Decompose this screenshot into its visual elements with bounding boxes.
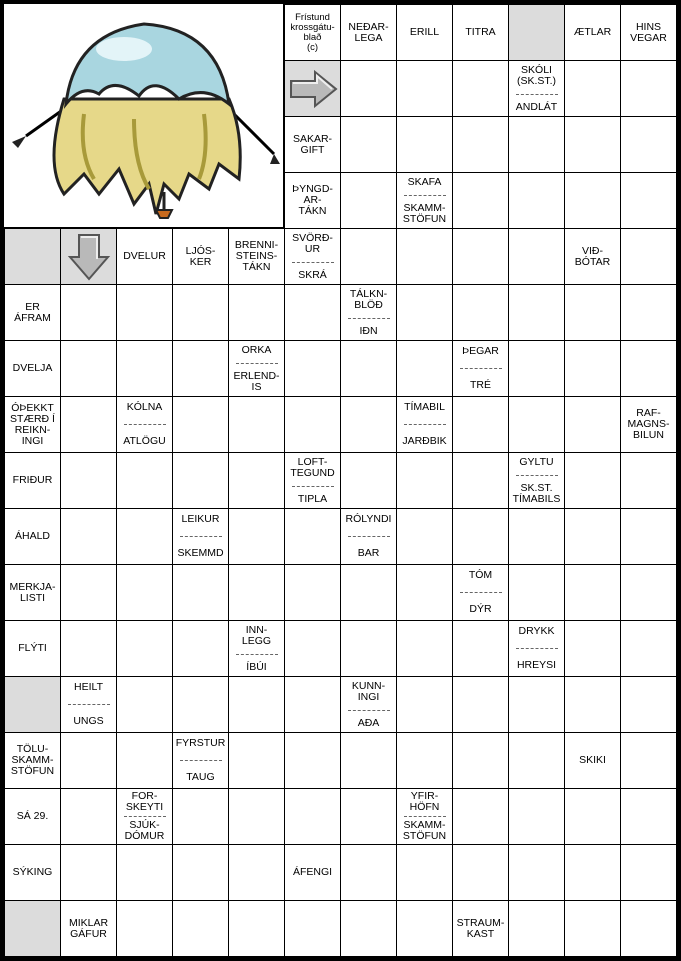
answer-cell[interactable] bbox=[60, 788, 117, 845]
answer-cell[interactable] bbox=[340, 396, 397, 453]
answer-cell[interactable] bbox=[508, 228, 565, 285]
answer-cell[interactable] bbox=[620, 340, 677, 397]
clue-divider bbox=[516, 94, 558, 95]
clue-cell bbox=[116, 788, 173, 845]
clue-cell bbox=[172, 228, 229, 285]
clue-text: SÝKING bbox=[12, 866, 53, 878]
answer-cell[interactable] bbox=[508, 396, 565, 453]
clue-text: RAF- MAGNS- BILUN bbox=[627, 407, 670, 441]
answer-cell[interactable] bbox=[564, 900, 621, 957]
clue-text: SKÓLI (SK.ST.) bbox=[516, 63, 557, 87]
clue-text: ORKA bbox=[241, 343, 272, 356]
clue-cell bbox=[452, 340, 509, 397]
answer-cell[interactable] bbox=[452, 620, 509, 677]
answer-cell[interactable] bbox=[172, 564, 229, 621]
clue-divider bbox=[236, 654, 278, 655]
clue-cell bbox=[340, 676, 397, 733]
answer-cell[interactable] bbox=[284, 788, 341, 845]
answer-cell[interactable] bbox=[60, 396, 117, 453]
answer-cell[interactable] bbox=[172, 676, 229, 733]
clue-cell bbox=[4, 340, 61, 397]
clue-cell bbox=[396, 396, 453, 453]
answer-cell[interactable] bbox=[620, 60, 677, 117]
clue-divider bbox=[124, 424, 166, 425]
answer-cell[interactable] bbox=[564, 172, 621, 229]
answer-cell[interactable] bbox=[396, 60, 453, 117]
clue-cell bbox=[4, 620, 61, 677]
answer-cell[interactable] bbox=[340, 116, 397, 173]
credit-cell bbox=[284, 4, 341, 61]
answer-cell[interactable] bbox=[228, 732, 285, 789]
clue-divider bbox=[180, 536, 222, 537]
clue-text: YFIR- HÖFN bbox=[409, 789, 440, 813]
clue-cell bbox=[4, 844, 61, 901]
clue-divider bbox=[236, 363, 278, 364]
clue-text-second: TAUG bbox=[186, 770, 215, 783]
answer-cell[interactable] bbox=[116, 340, 173, 397]
clue-cell bbox=[284, 228, 341, 285]
answer-cell[interactable] bbox=[340, 844, 397, 901]
answer-cell[interactable] bbox=[60, 452, 117, 509]
clue-cell bbox=[116, 228, 173, 285]
clue-cell bbox=[4, 732, 61, 789]
parachute-illustration bbox=[4, 4, 284, 228]
answer-cell[interactable] bbox=[60, 844, 117, 901]
clue-divider bbox=[124, 816, 166, 817]
answer-cell[interactable] bbox=[340, 340, 397, 397]
answer-cell[interactable] bbox=[172, 340, 229, 397]
clue-text-second: SJÚK- DÓMUR bbox=[124, 819, 165, 843]
answer-cell[interactable] bbox=[228, 900, 285, 957]
answer-cell[interactable] bbox=[284, 620, 341, 677]
clue-divider bbox=[404, 195, 446, 196]
clue-text-second: SKAMM- STÖFUN bbox=[402, 201, 447, 225]
clue-text-second: ANDLÁT bbox=[515, 100, 558, 113]
clue-divider bbox=[348, 318, 390, 319]
clue-cell bbox=[396, 4, 453, 61]
answer-cell[interactable] bbox=[116, 452, 173, 509]
answer-cell[interactable] bbox=[340, 732, 397, 789]
clue-text: GYLTU bbox=[519, 455, 554, 468]
clue-text: MIKLAR GÁFUR bbox=[68, 916, 109, 940]
clue-divider bbox=[460, 592, 502, 593]
answer-cell[interactable] bbox=[620, 452, 677, 509]
answer-cell[interactable] bbox=[564, 508, 621, 565]
answer-cell[interactable] bbox=[620, 676, 677, 733]
answer-cell[interactable] bbox=[396, 844, 453, 901]
clue-cell bbox=[508, 60, 565, 117]
answer-cell[interactable] bbox=[508, 284, 565, 341]
answer-cell[interactable] bbox=[284, 340, 341, 397]
clue-text: ÞEGAR bbox=[462, 345, 499, 358]
clue-divider bbox=[404, 816, 446, 817]
answer-cell[interactable] bbox=[116, 844, 173, 901]
clue-cell bbox=[60, 676, 117, 733]
clue-text: SÁ 29. bbox=[16, 810, 49, 822]
answer-cell[interactable] bbox=[564, 844, 621, 901]
clue-text: VIÐ- BÓTAR bbox=[574, 244, 611, 268]
clue-cell bbox=[340, 284, 397, 341]
answer-cell[interactable] bbox=[396, 732, 453, 789]
clue-text: TÁLKN- BLÖÐ bbox=[349, 287, 388, 311]
answer-cell[interactable] bbox=[60, 284, 117, 341]
clue-cell bbox=[4, 284, 61, 341]
answer-cell[interactable] bbox=[564, 284, 621, 341]
answer-cell[interactable] bbox=[396, 508, 453, 565]
answer-cell[interactable] bbox=[620, 900, 677, 957]
answer-cell[interactable] bbox=[228, 508, 285, 565]
answer-cell[interactable] bbox=[116, 732, 173, 789]
clue-cell bbox=[340, 4, 397, 61]
clue-text: RÓLYNDI bbox=[345, 513, 392, 526]
answer-cell[interactable] bbox=[396, 676, 453, 733]
answer-cell[interactable] bbox=[508, 732, 565, 789]
answer-cell[interactable] bbox=[172, 620, 229, 677]
answer-cell[interactable] bbox=[172, 788, 229, 845]
answer-cell[interactable] bbox=[172, 844, 229, 901]
clue-text: FYRSTUR bbox=[175, 737, 226, 750]
clue-text-second: ÍBÚI bbox=[246, 660, 267, 673]
clue-cell bbox=[620, 4, 677, 61]
clue-cell bbox=[396, 172, 453, 229]
answer-cell[interactable] bbox=[340, 452, 397, 509]
arrow-right-cell bbox=[284, 60, 341, 117]
answer-cell[interactable] bbox=[340, 564, 397, 621]
blocked-cell bbox=[4, 900, 61, 957]
clue-divider bbox=[460, 368, 502, 369]
answer-cell[interactable] bbox=[60, 620, 117, 677]
answer-cell[interactable] bbox=[116, 900, 173, 957]
arrow-down-cell bbox=[60, 228, 117, 285]
clue-divider bbox=[348, 536, 390, 537]
answer-cell[interactable] bbox=[396, 340, 453, 397]
clue-text: ER ÁFRAM bbox=[14, 300, 51, 324]
answer-cell[interactable] bbox=[452, 508, 509, 565]
clue-cell bbox=[452, 4, 509, 61]
clue-text: LEIKUR bbox=[181, 513, 220, 526]
answer-cell[interactable] bbox=[620, 284, 677, 341]
arrow-down-icon bbox=[67, 232, 111, 282]
clue-divider bbox=[180, 760, 222, 761]
answer-cell[interactable] bbox=[564, 116, 621, 173]
answer-cell[interactable] bbox=[620, 508, 677, 565]
clue-divider bbox=[348, 710, 390, 711]
clue-cell bbox=[452, 900, 509, 957]
clue-cell bbox=[228, 340, 285, 397]
clue-text: TÓM bbox=[468, 569, 493, 582]
answer-cell[interactable] bbox=[452, 228, 509, 285]
clue-cell bbox=[284, 844, 341, 901]
clue-text: TITRA bbox=[465, 26, 496, 38]
answer-cell[interactable] bbox=[620, 116, 677, 173]
clue-cell bbox=[564, 4, 621, 61]
clue-cell bbox=[116, 396, 173, 453]
clue-text: INN- LEGG bbox=[241, 623, 272, 647]
clue-text: LJÓS- KER bbox=[185, 244, 216, 268]
clue-cell bbox=[284, 452, 341, 509]
clue-divider bbox=[292, 262, 334, 263]
answer-cell[interactable] bbox=[228, 676, 285, 733]
answer-cell[interactable] bbox=[508, 116, 565, 173]
answer-cell[interactable] bbox=[620, 844, 677, 901]
answer-cell[interactable] bbox=[620, 620, 677, 677]
clue-text: LOFT- TEGUND bbox=[290, 455, 335, 479]
clue-text: TÖLU- SKAMM- STÖFUN bbox=[10, 743, 55, 777]
answer-cell[interactable] bbox=[228, 788, 285, 845]
answer-cell[interactable] bbox=[284, 676, 341, 733]
clue-cell bbox=[4, 788, 61, 845]
clue-text: DVELUR bbox=[123, 250, 166, 262]
clue-text: NEÐAR- LEGA bbox=[348, 20, 389, 44]
answer-cell[interactable] bbox=[284, 396, 341, 453]
clue-text: BRENNI- STEINS- TÁKN bbox=[234, 239, 279, 273]
clue-divider bbox=[68, 704, 110, 705]
blocked-cell bbox=[508, 4, 565, 61]
clue-cell bbox=[284, 116, 341, 173]
blocked-cell bbox=[4, 676, 61, 733]
answer-cell[interactable] bbox=[172, 900, 229, 957]
clue-cell bbox=[284, 172, 341, 229]
answer-cell[interactable] bbox=[564, 60, 621, 117]
answer-cell[interactable] bbox=[116, 620, 173, 677]
answer-cell[interactable] bbox=[116, 564, 173, 621]
answer-cell[interactable] bbox=[508, 508, 565, 565]
answer-cell[interactable] bbox=[620, 564, 677, 621]
answer-cell[interactable] bbox=[340, 788, 397, 845]
clue-cell bbox=[228, 620, 285, 677]
answer-cell[interactable] bbox=[116, 508, 173, 565]
clue-divider bbox=[404, 424, 446, 425]
parachute-picture bbox=[4, 4, 284, 228]
answer-cell[interactable] bbox=[620, 172, 677, 229]
clue-text: KUNN- INGI bbox=[351, 679, 386, 703]
clue-text-second: BAR bbox=[357, 546, 380, 559]
answer-cell[interactable] bbox=[564, 340, 621, 397]
answer-cell[interactable] bbox=[452, 452, 509, 509]
clue-text-second: SKRÁ bbox=[298, 268, 327, 281]
clue-divider bbox=[516, 475, 558, 476]
clue-text: ÞYNGD- AR- TÁKN bbox=[292, 183, 333, 217]
answer-cell[interactable] bbox=[396, 620, 453, 677]
answer-cell[interactable] bbox=[564, 676, 621, 733]
clue-cell bbox=[4, 508, 61, 565]
answer-cell[interactable] bbox=[340, 900, 397, 957]
answer-cell[interactable] bbox=[564, 452, 621, 509]
answer-cell[interactable] bbox=[228, 564, 285, 621]
clue-cell bbox=[564, 228, 621, 285]
answer-cell[interactable] bbox=[452, 172, 509, 229]
clue-text-second: DÝR bbox=[469, 602, 492, 615]
answer-cell[interactable] bbox=[452, 844, 509, 901]
answer-cell[interactable] bbox=[284, 900, 341, 957]
clue-text-second: UNGS bbox=[73, 714, 104, 727]
crossword-board bbox=[4, 4, 676, 956]
clue-text-second: SKEMMD bbox=[177, 546, 224, 559]
answer-cell[interactable] bbox=[452, 284, 509, 341]
answer-cell[interactable] bbox=[340, 620, 397, 677]
answer-cell[interactable] bbox=[172, 396, 229, 453]
answer-cell[interactable] bbox=[116, 676, 173, 733]
answer-cell[interactable] bbox=[620, 228, 677, 285]
clue-text-second: ERLEND- IS bbox=[233, 369, 280, 393]
answer-cell[interactable] bbox=[340, 60, 397, 117]
answer-cell[interactable] bbox=[508, 788, 565, 845]
clue-cell bbox=[4, 564, 61, 621]
credit-text: Frístund krossgátu- blað (c) bbox=[290, 11, 335, 53]
answer-cell[interactable] bbox=[508, 844, 565, 901]
clue-cell bbox=[396, 788, 453, 845]
answer-cell[interactable] bbox=[228, 452, 285, 509]
answer-cell[interactable] bbox=[284, 732, 341, 789]
answer-cell[interactable] bbox=[60, 564, 117, 621]
clue-text-second: SKAMM- STÖFUN bbox=[402, 819, 447, 843]
clue-text: ÆTLAR bbox=[573, 26, 612, 38]
answer-cell[interactable] bbox=[452, 396, 509, 453]
clue-text: FOR- SKEYTI bbox=[125, 789, 164, 813]
clue-cell bbox=[508, 452, 565, 509]
answer-cell[interactable] bbox=[172, 452, 229, 509]
answer-cell[interactable] bbox=[284, 564, 341, 621]
clue-cell bbox=[452, 564, 509, 621]
answer-cell[interactable] bbox=[340, 172, 397, 229]
clue-divider bbox=[292, 486, 334, 487]
clue-cell bbox=[4, 396, 61, 453]
answer-cell[interactable] bbox=[452, 732, 509, 789]
answer-cell[interactable] bbox=[172, 284, 229, 341]
clue-text-second: JARÐBIK bbox=[402, 434, 447, 447]
clue-cell bbox=[172, 508, 229, 565]
clue-text-second: SK.ST. TÍMABILS bbox=[512, 481, 561, 505]
answer-cell[interactable] bbox=[452, 60, 509, 117]
clue-text: KÓLNA bbox=[126, 401, 163, 414]
answer-cell[interactable] bbox=[396, 116, 453, 173]
clue-cell bbox=[508, 620, 565, 677]
answer-cell[interactable] bbox=[564, 788, 621, 845]
answer-cell[interactable] bbox=[60, 508, 117, 565]
clue-text: DRYKK bbox=[518, 625, 555, 638]
clue-divider bbox=[516, 648, 558, 649]
clue-cell bbox=[340, 508, 397, 565]
clue-cell bbox=[228, 228, 285, 285]
clue-text: FRIÐUR bbox=[12, 474, 53, 486]
answer-cell[interactable] bbox=[452, 676, 509, 733]
clue-text: HINS VEGAR bbox=[630, 20, 667, 44]
answer-cell[interactable] bbox=[452, 116, 509, 173]
answer-cell[interactable] bbox=[508, 564, 565, 621]
clue-text-second: IÐN bbox=[359, 324, 378, 337]
answer-cell[interactable] bbox=[452, 788, 509, 845]
answer-cell[interactable] bbox=[620, 732, 677, 789]
answer-cell[interactable] bbox=[396, 452, 453, 509]
clue-cell bbox=[4, 452, 61, 509]
clue-text-second: AÐA bbox=[357, 716, 380, 729]
answer-cell[interactable] bbox=[564, 396, 621, 453]
clue-text: SKAFA bbox=[407, 175, 442, 188]
answer-cell[interactable] bbox=[340, 228, 397, 285]
clue-text: ÓÞEKKT STÆRÐ Í REIKN- INGI bbox=[10, 401, 55, 447]
answer-cell[interactable] bbox=[396, 564, 453, 621]
answer-cell[interactable] bbox=[508, 676, 565, 733]
clue-text: MERKJA- LISTI bbox=[9, 580, 56, 604]
answer-cell[interactable] bbox=[620, 788, 677, 845]
clue-text-second: HREYSI bbox=[516, 658, 557, 671]
answer-cell[interactable] bbox=[508, 900, 565, 957]
clue-text: SKIKI bbox=[579, 754, 606, 766]
clue-text-second: TIPLA bbox=[297, 492, 328, 505]
answer-cell[interactable] bbox=[60, 340, 117, 397]
blocked-cell bbox=[4, 228, 61, 285]
clue-text-second: ATLÖGU bbox=[123, 434, 166, 447]
clue-text: HEILT bbox=[74, 681, 103, 694]
answer-cell[interactable] bbox=[564, 564, 621, 621]
answer-cell[interactable] bbox=[228, 396, 285, 453]
clue-text: DVELJA bbox=[12, 362, 53, 374]
answer-cell[interactable] bbox=[228, 284, 285, 341]
answer-cell[interactable] bbox=[396, 228, 453, 285]
answer-cell[interactable] bbox=[508, 340, 565, 397]
clue-cell bbox=[564, 732, 621, 789]
clue-text: FLÝTI bbox=[18, 642, 47, 654]
clue-text: ÁHALD bbox=[14, 530, 50, 542]
arrow-right-icon bbox=[287, 69, 339, 109]
clue-cell bbox=[620, 396, 677, 453]
answer-cell[interactable] bbox=[284, 508, 341, 565]
clue-cell bbox=[60, 900, 117, 957]
answer-cell[interactable] bbox=[228, 844, 285, 901]
clue-text-second: TRÉ bbox=[470, 378, 491, 391]
clue-text: SAKAR- GIFT bbox=[292, 132, 333, 156]
clue-text: ERILL bbox=[409, 26, 440, 38]
answer-cell[interactable] bbox=[60, 732, 117, 789]
clue-text: SVÖRÐ- UR bbox=[292, 231, 333, 255]
answer-cell[interactable] bbox=[396, 284, 453, 341]
answer-cell[interactable] bbox=[508, 172, 565, 229]
answer-cell[interactable] bbox=[396, 900, 453, 957]
clue-text: ÁFENGI bbox=[292, 866, 333, 878]
clue-cell bbox=[172, 732, 229, 789]
clue-text: TÍMABIL bbox=[404, 401, 445, 414]
answer-cell[interactable] bbox=[116, 284, 173, 341]
clue-text: STRAUM- KAST bbox=[456, 916, 505, 940]
answer-cell[interactable] bbox=[564, 620, 621, 677]
answer-cell[interactable] bbox=[284, 284, 341, 341]
